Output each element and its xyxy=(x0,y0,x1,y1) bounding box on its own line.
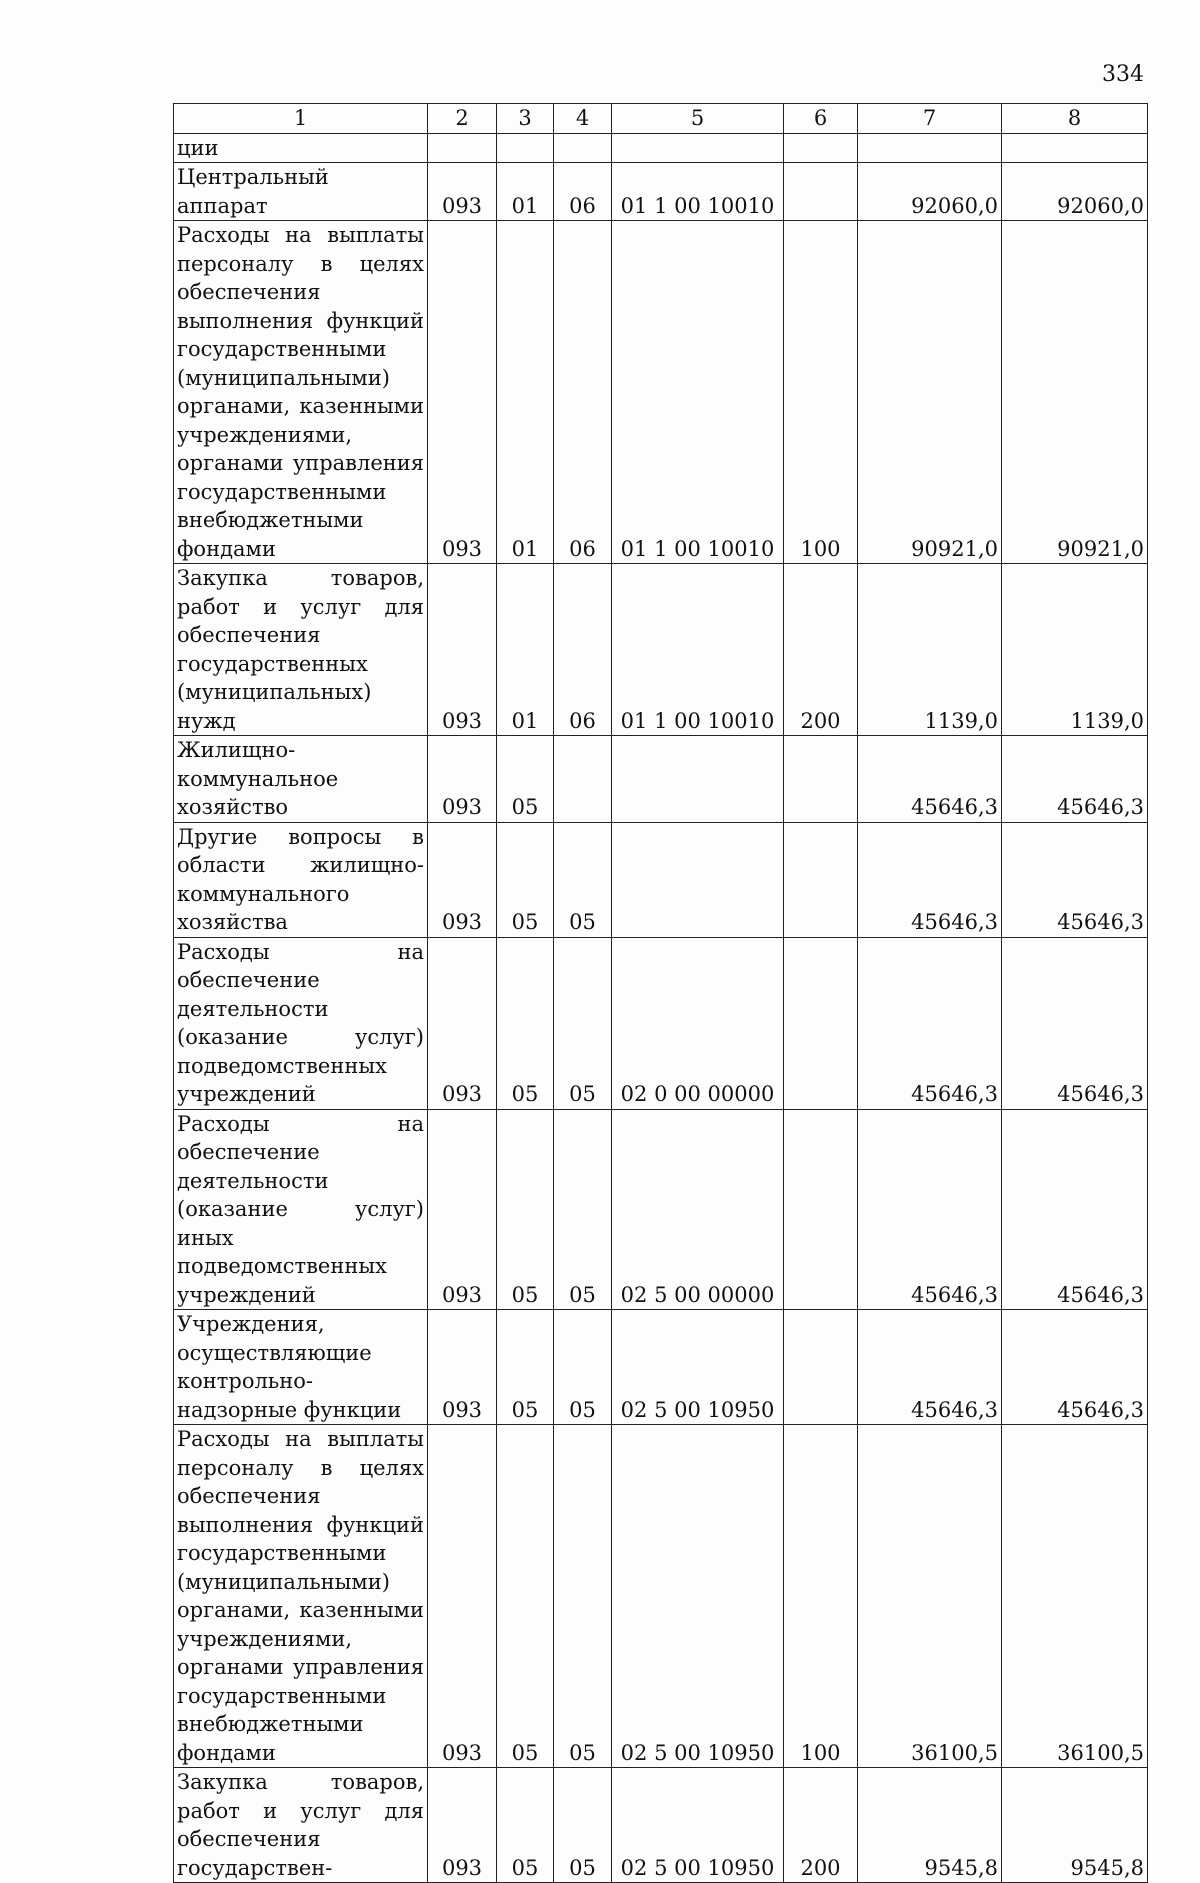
cell-col-4 xyxy=(554,736,612,823)
cell-col-2: 093 xyxy=(428,221,497,564)
cell-col-7: 45646,3 xyxy=(858,937,1002,1109)
table-row xyxy=(174,1109,1148,1310)
cell-col-2: 093 xyxy=(428,937,497,1109)
cell-col-8: 45646,3 xyxy=(1002,822,1148,937)
cell-col-7: 1139,0 xyxy=(858,564,1002,736)
cell-col-4: 05 xyxy=(554,1768,612,1883)
cell-col-4: 05 xyxy=(554,1109,612,1310)
table-row xyxy=(174,736,1148,823)
cell-col-7: 45646,3 xyxy=(858,736,1002,823)
cell-col-8 xyxy=(1002,133,1148,163)
cell-col-3: 05 xyxy=(497,1109,554,1310)
column-header: 3 xyxy=(497,104,554,134)
table-row xyxy=(174,221,1148,564)
row-description: Закупка товаров, работ и услуг для обеспечения государствен- xyxy=(174,1768,428,1883)
budget-table xyxy=(173,103,1148,1883)
cell-col-7: 36100,5 xyxy=(858,1425,1002,1768)
table-row xyxy=(174,163,1148,221)
cell-col-6: 200 xyxy=(784,1768,858,1883)
cell-col-2: 093 xyxy=(428,1768,497,1883)
cell-col-6: 100 xyxy=(784,221,858,564)
table-row xyxy=(174,1310,1148,1425)
cell-col-2: 093 xyxy=(428,163,497,221)
cell-col-3: 05 xyxy=(497,1310,554,1425)
row-description: Закупка товаров, работ и услуг для обеспечения государственных (муниципальных) нужд xyxy=(174,564,428,736)
table-row xyxy=(174,564,1148,736)
cell-col-7 xyxy=(858,133,1002,163)
column-header: 8 xyxy=(1002,104,1148,134)
column-header: 7 xyxy=(858,104,1002,134)
cell-col-2: 093 xyxy=(428,822,497,937)
cell-col-4: 06 xyxy=(554,163,612,221)
cell-col-3: 05 xyxy=(497,736,554,823)
cell-col-7: 45646,3 xyxy=(858,1310,1002,1425)
table-row xyxy=(174,822,1148,937)
page-number: 334 xyxy=(1102,62,1144,87)
cell-col-6: 100 xyxy=(784,1425,858,1768)
cell-col-8: 90921,0 xyxy=(1002,221,1148,564)
row-description: Расходы на выплаты персоналу в целях обеспечения выполнения функций государственными (муниципальными) органами, казенными учреждениями, органами управления государственными внебюджетными фондами xyxy=(174,221,428,564)
row-description: Другие вопросы в области жилищно-коммунального хозяйства xyxy=(174,822,428,937)
cell-col-8: 9545,8 xyxy=(1002,1768,1148,1883)
cell-col-2: 093 xyxy=(428,736,497,823)
cell-col-3: 01 xyxy=(497,163,554,221)
cell-col-4: 05 xyxy=(554,937,612,1109)
cell-col-2: 093 xyxy=(428,564,497,736)
cell-col-4: 05 xyxy=(554,822,612,937)
cell-col-5: 02 5 00 10950 xyxy=(612,1768,784,1883)
cell-col-3: 05 xyxy=(497,1768,554,1883)
cell-col-3: 01 xyxy=(497,564,554,736)
cell-col-4: 06 xyxy=(554,221,612,564)
cell-col-8: 36100,5 xyxy=(1002,1425,1148,1768)
cell-col-5: 01 1 00 10010 xyxy=(612,163,784,221)
cell-col-6 xyxy=(784,1310,858,1425)
cell-col-2: 093 xyxy=(428,1425,497,1768)
cell-col-6 xyxy=(784,736,858,823)
cell-col-7: 92060,0 xyxy=(858,163,1002,221)
cell-col-7: 45646,3 xyxy=(858,822,1002,937)
cell-col-8: 92060,0 xyxy=(1002,163,1148,221)
cell-col-5 xyxy=(612,736,784,823)
row-description: ции xyxy=(174,133,428,163)
cell-col-7: 45646,3 xyxy=(858,1109,1002,1310)
cell-col-6 xyxy=(784,822,858,937)
cell-col-8: 45646,3 xyxy=(1002,1109,1148,1310)
cell-col-4 xyxy=(554,133,612,163)
cell-col-8: 45646,3 xyxy=(1002,937,1148,1109)
row-description: Учреждения, осуществляющие контрольно-надзорные функции xyxy=(174,1310,428,1425)
cell-col-2: 093 xyxy=(428,1310,497,1425)
cell-col-7: 90921,0 xyxy=(858,221,1002,564)
cell-col-6: 200 xyxy=(784,564,858,736)
column-header: 5 xyxy=(612,104,784,134)
column-header: 6 xyxy=(784,104,858,134)
column-header: 4 xyxy=(554,104,612,134)
cell-col-2: 093 xyxy=(428,1109,497,1310)
column-header: 1 xyxy=(174,104,428,134)
row-description: Расходы на обеспечение деятельности (оказание услуг) иных подведомственных учреждений xyxy=(174,1109,428,1310)
cell-col-3: 01 xyxy=(497,221,554,564)
cell-col-5: 02 5 00 10950 xyxy=(612,1310,784,1425)
table-row xyxy=(174,1768,1148,1883)
cell-col-4: 05 xyxy=(554,1310,612,1425)
cell-col-5: 02 0 00 00000 xyxy=(612,937,784,1109)
cell-col-5: 01 1 00 10010 xyxy=(612,221,784,564)
table-row xyxy=(174,1425,1148,1768)
cell-col-6 xyxy=(784,163,858,221)
cell-col-6 xyxy=(784,133,858,163)
cell-col-2 xyxy=(428,133,497,163)
cell-col-3: 05 xyxy=(497,1425,554,1768)
cell-col-5: 01 1 00 10010 xyxy=(612,564,784,736)
cell-col-3: 05 xyxy=(497,822,554,937)
cell-col-3 xyxy=(497,133,554,163)
cell-col-5 xyxy=(612,822,784,937)
cell-col-4: 06 xyxy=(554,564,612,736)
table-row xyxy=(174,133,1148,163)
column-header: 2 xyxy=(428,104,497,134)
table-row xyxy=(174,937,1148,1109)
row-description: Жилищно-коммунальное хозяйство xyxy=(174,736,428,823)
header-row xyxy=(174,104,1148,134)
cell-col-8: 45646,3 xyxy=(1002,736,1148,823)
cell-col-4: 05 xyxy=(554,1425,612,1768)
row-description: Расходы на обеспечение деятельности (оказание услуг) подведомственных учреждений xyxy=(174,937,428,1109)
cell-col-5: 02 5 00 00000 xyxy=(612,1109,784,1310)
cell-col-5: 02 5 00 10950 xyxy=(612,1425,784,1768)
cell-col-5 xyxy=(612,133,784,163)
row-description: Расходы на выплаты персоналу в целях обеспечения выполнения функций государственными (муниципальными) органами, казенными учреждениями, органами управления государственными внебюджетными фондами xyxy=(174,1425,428,1768)
cell-col-7: 9545,8 xyxy=(858,1768,1002,1883)
cell-col-6 xyxy=(784,937,858,1109)
cell-col-3: 05 xyxy=(497,937,554,1109)
row-description: Центральный аппарат xyxy=(174,163,428,221)
cell-col-8: 45646,3 xyxy=(1002,1310,1148,1425)
cell-col-6 xyxy=(784,1109,858,1310)
cell-col-8: 1139,0 xyxy=(1002,564,1148,736)
